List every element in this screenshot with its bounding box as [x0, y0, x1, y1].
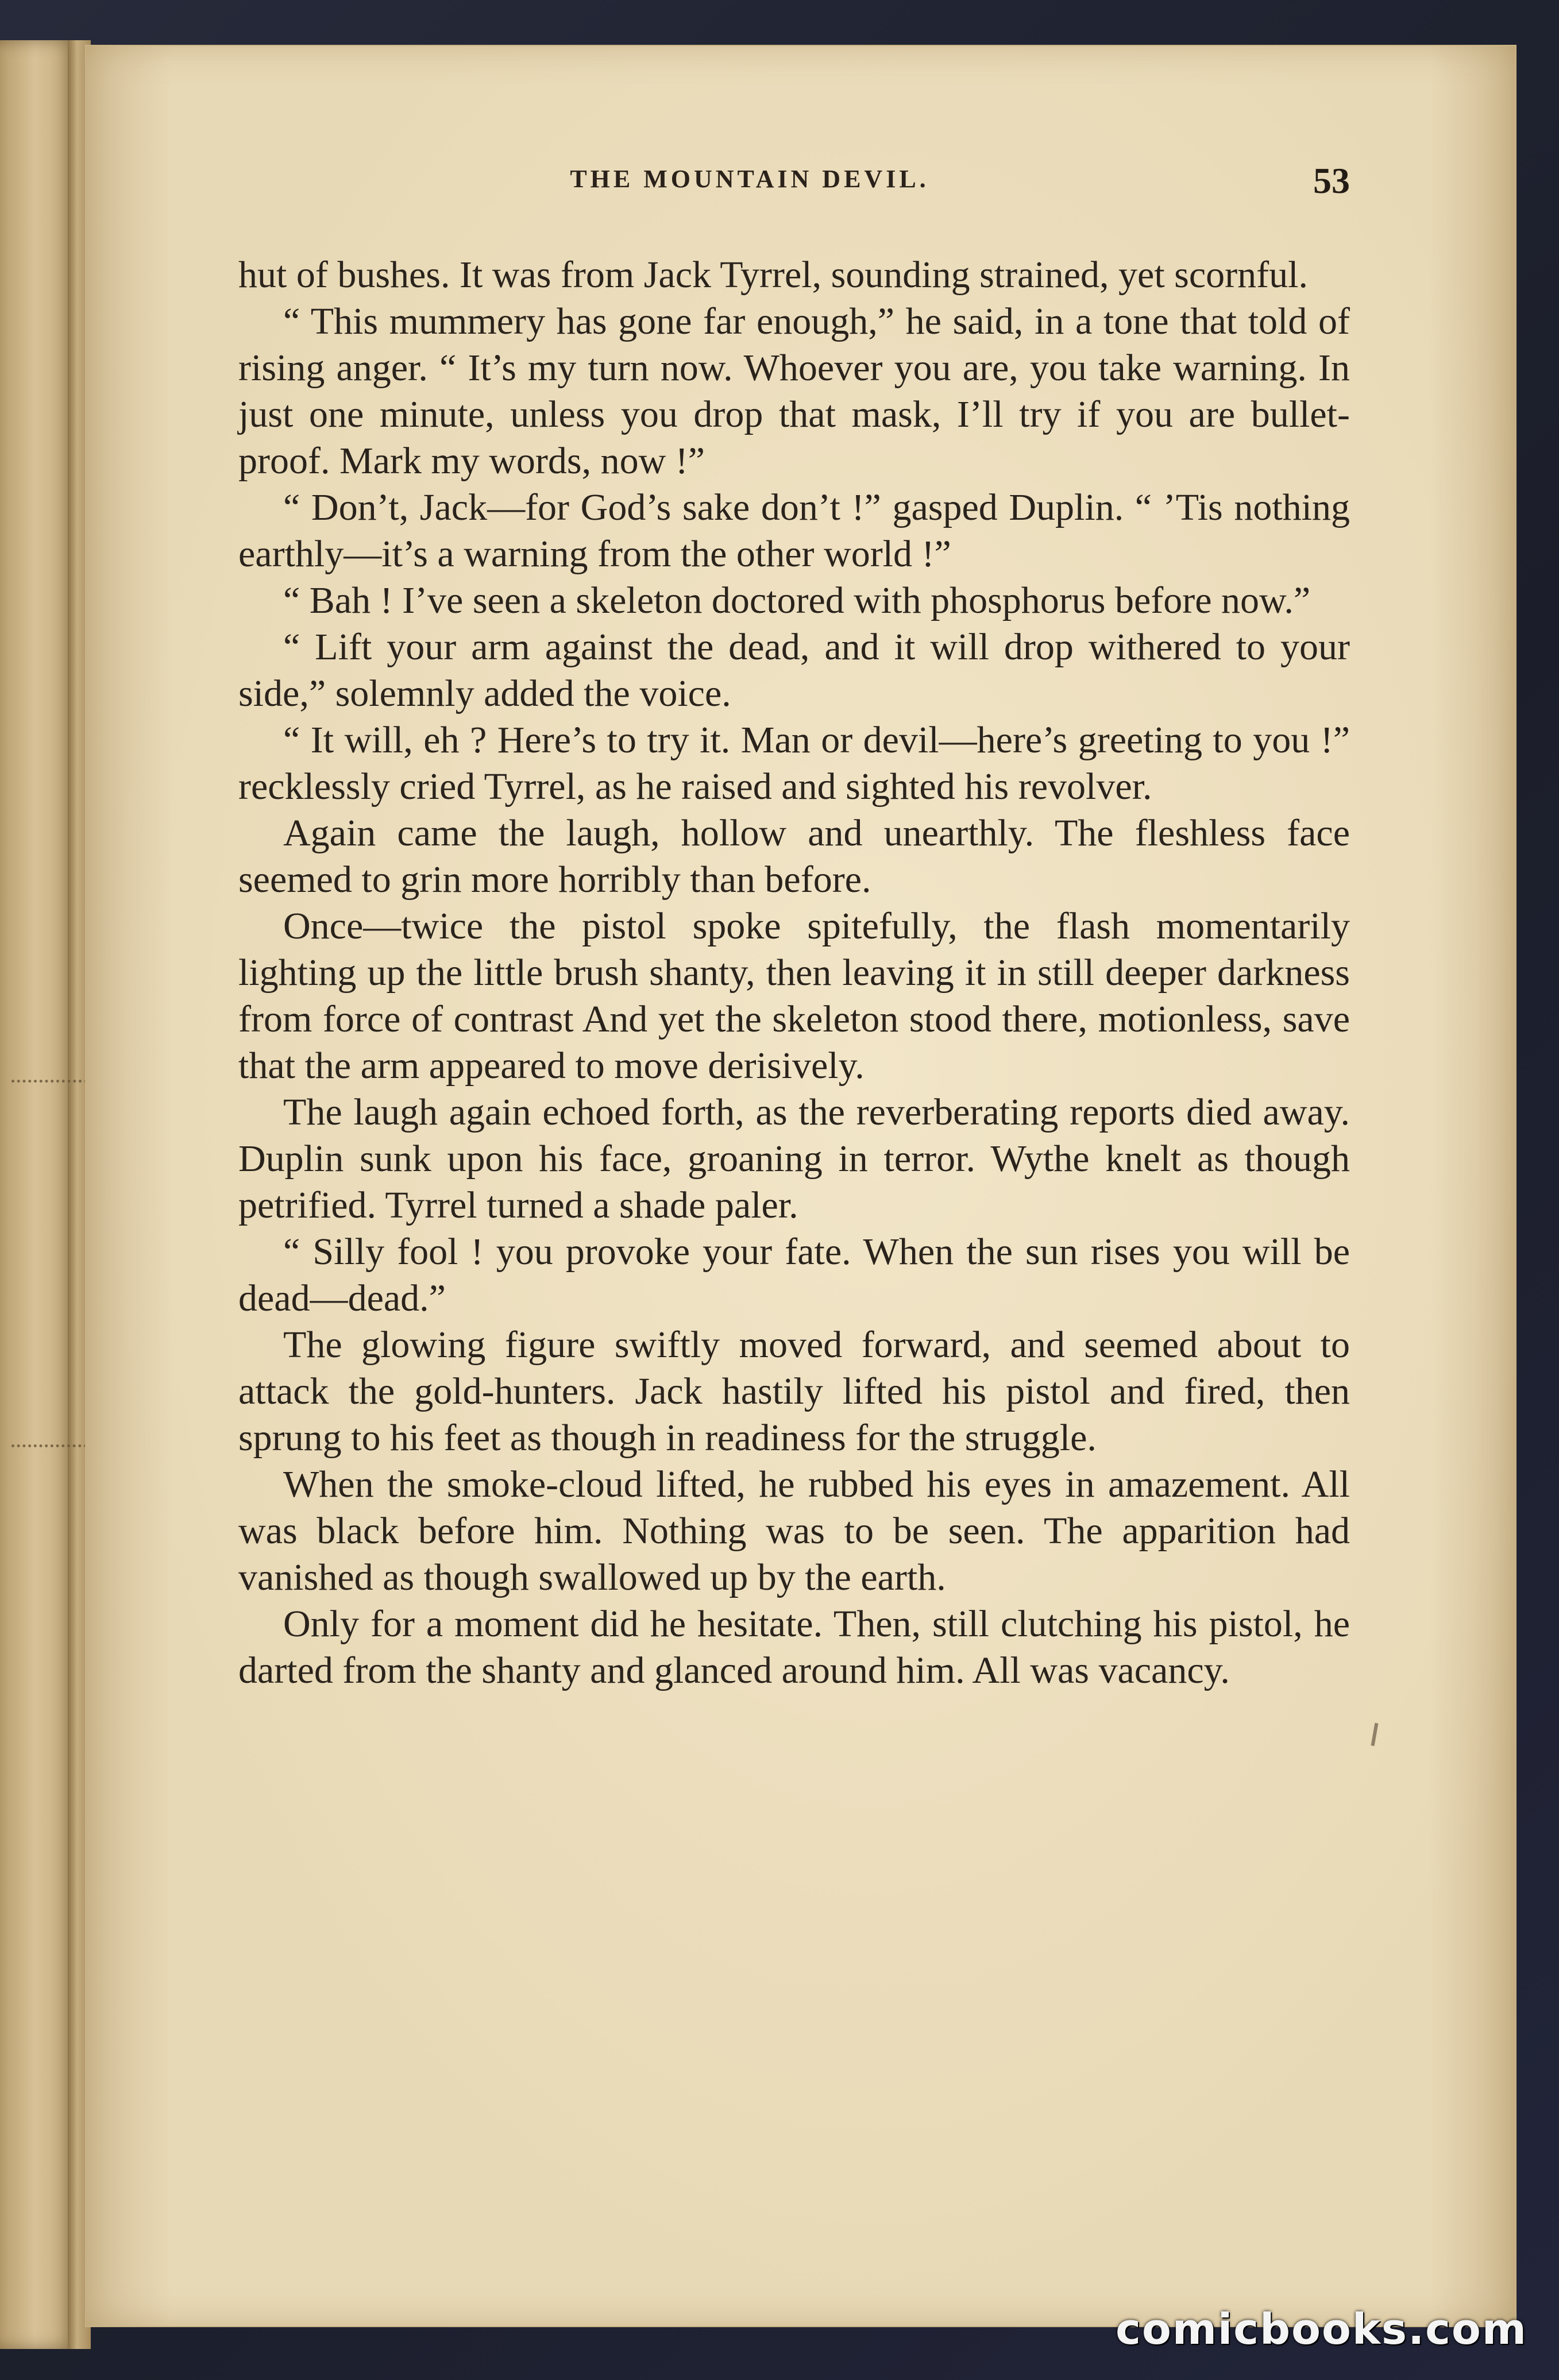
page-header	[149, 160, 1350, 206]
paragraph: “ Lift your arm against the dead, and it will drop withered to your side,” solemnly added the voice.	[238, 626, 1350, 714]
left-page-edge	[0, 40, 78, 2349]
paragraph: When the smoke-cloud lifted, he rubbed his eyes in amazement. All was black before him. Nothing was to be seen. The apparition had vanished as though swallowed up by the earth.	[238, 1463, 1350, 1598]
paragraph: Once—twice the pistol spoke spitefully, the flash momentarily lighting up the little brush shanty, then leaving it in still deeper darkness from force of contrast And yet the skeleton stood there, motionless, save that the arm appeared to move derisively.	[238, 905, 1350, 1087]
paragraph: The glowing figure swiftly moved forward, and seemed about to attack the gold-hunters. Jack hastily lifted his pistol and fired, then sprung to his feet as though in readiness for the struggle.	[238, 1324, 1350, 1459]
paragraph: “ Bah ! I’ve seen a skeleton doctored with phosphorus before now.”	[283, 579, 1311, 621]
page-number: 53	[1313, 160, 1350, 201]
body-text	[238, 252, 1350, 1694]
paragraph: “ This mummery has gone far enough,” he said, in a tone that told of rising anger. “ It’s my turn now. Whoever you are, you take warning. In just one minute, unless you drop that mask, I’ll try if you are bullet-proof. Mark my words, now !”	[238, 300, 1350, 482]
paragraph: hut of bushes. It was from Jack Tyrrel, sounding strained, yet scornful.	[238, 254, 1308, 296]
paragraph: The laugh again echoed forth, as the reverberating reports died away. Duplin sunk upon his face, groaning in terror. Wythe knelt as though petrified. Tyrrel turned a shade paler.	[238, 1091, 1350, 1226]
site-watermark: comicbooks.com	[1116, 2305, 1527, 2354]
paragraph: Again came the laugh, hollow and unearthly. The fleshless face seemed to grin more horribly than before.	[238, 812, 1350, 901]
paragraph: “ Don’t, Jack—for God’s sake don’t !” gasped Duplin. “ ’Tis nothing earthly—it’s a warning from the other world !”	[238, 486, 1350, 575]
paragraph: “ It will, eh ? Here’s to try it. Man or devil—here’s greeting to you !” recklessly cried Tyrrel, as he raised and sighted his revolver.	[238, 719, 1350, 808]
paragraph: “ Silly fool ! you provoke your fate. When the sun rises you will be dead—dead.”	[238, 1231, 1350, 1319]
paragraph: Only for a moment did he hesitate. Then, still clutching his pistol, he darted from the shanty and glanced around him. All was vacancy.	[238, 1603, 1350, 1691]
running-head: THE MOUNTAIN DEVIL.	[570, 165, 929, 193]
